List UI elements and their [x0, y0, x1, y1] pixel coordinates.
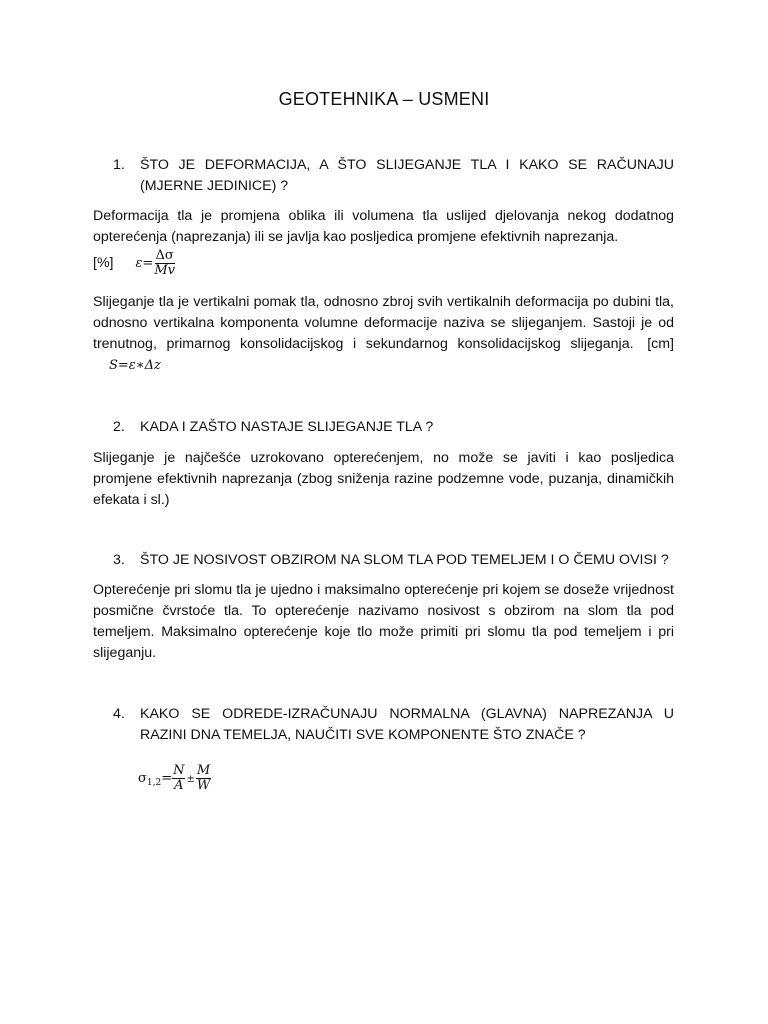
question-text: ŠTO JE NOSIVOST OBZIROM NA SLOM TLA POD TEMELJEM I O ČEMU OVISI ? [140, 552, 669, 568]
question-1 [113, 155, 674, 197]
question-text: KAKO SE ODREDE-IZRAČUNAJU NORMALNA (GLAVNA) NAPREZANJA U RAZINI DNA TEMELJA, NAUČITI SVE KOMPONENTE ŠTO ZNAČE ? [140, 706, 674, 743]
answer-1-settlement [93, 292, 674, 376]
equals-sign: = [161, 771, 173, 786]
answer-1-formula-line [93, 249, 674, 278]
fraction [153, 249, 176, 278]
answer-text: Slijeganje je najčešće uzrokovano opterećenjem, no može se javiti i kao posljedica promjene efektivnih naprezanja (zbog sniženja razine podzemne vode, puzanja, dinamičkih efekata i sl.) [93, 450, 674, 508]
document-title: GEOTEHNIKA – USMENI [278, 89, 490, 109]
answer-text: Opterećenje pri slomu tla je ujedno i maksimalno opterećenje pri kojem se doseže vrijednost posmične čvrstoće tla. To opterećenje nazivamo nosivost s obzirom na slom tla pod temeljem. Maksimalno opterećenje koje tlo može primiti pri slomu tla pod temeljem i pri slijeganju. [93, 582, 674, 661]
formula-lhs: ε= [135, 256, 154, 271]
sigma-subscript: 1,2 [146, 778, 162, 788]
fraction-numerator: Δσ [155, 248, 174, 263]
answer-text: Slijeganje tla je vertikalni pomak tla, odnosno zbroj svih vertikalnih deformacija po dubini tla, odnosno vertikalna komponenta volumne deformacije naziva se slijeganjem. Sastoji je od trenutnog, primarnog konsolidacijskog i sekundarnog konsolidacijskog slijeganja. [93, 294, 674, 352]
unit-label: [%] [93, 255, 114, 271]
question-number: 3. [113, 552, 125, 568]
answer-3 [93, 580, 674, 664]
question-4 [113, 704, 674, 746]
question-2 [113, 417, 674, 438]
question-3 [113, 550, 674, 571]
stress-formula [138, 764, 211, 793]
question-text: ŠTO JE DEFORMACIJA, A ŠTO SLIJEGANJE TLA I KAKO SE RAČUNAJU (MJERNE JEDINICE) ? [140, 157, 674, 194]
question-text: KADA I ZAŠTO NASTAJE SLIJEGANJE TLA ? [140, 419, 434, 435]
fraction-denominator: W [196, 778, 211, 793]
fraction-denominator: A [174, 778, 184, 793]
question-number: 2. [113, 419, 125, 435]
sigma-symbol: σ [138, 771, 147, 786]
plus-minus-sign: ± [186, 774, 195, 785]
answer-text: Deformacija tla je promjena oblika ili volumena tla uslijed djelovanja nekog dodatnog opterećenja (naprezanja) ili se javlja kao posljedica promjene efektivnih naprezanja. [93, 208, 674, 245]
question-number: 4. [113, 706, 125, 722]
answer-2 [93, 448, 674, 511]
unit-label: [cm] [647, 336, 674, 352]
fraction-numerator: N [173, 763, 185, 778]
fraction-m-over-w [196, 764, 211, 793]
fraction-denominator: Mv [154, 263, 175, 278]
answer-1-deformation [93, 206, 674, 248]
question-number: 1. [113, 157, 125, 173]
fraction-numerator: M [196, 763, 211, 778]
fraction-n-over-a [172, 764, 185, 793]
settlement-formula: S=ε∗Δz [109, 358, 161, 373]
